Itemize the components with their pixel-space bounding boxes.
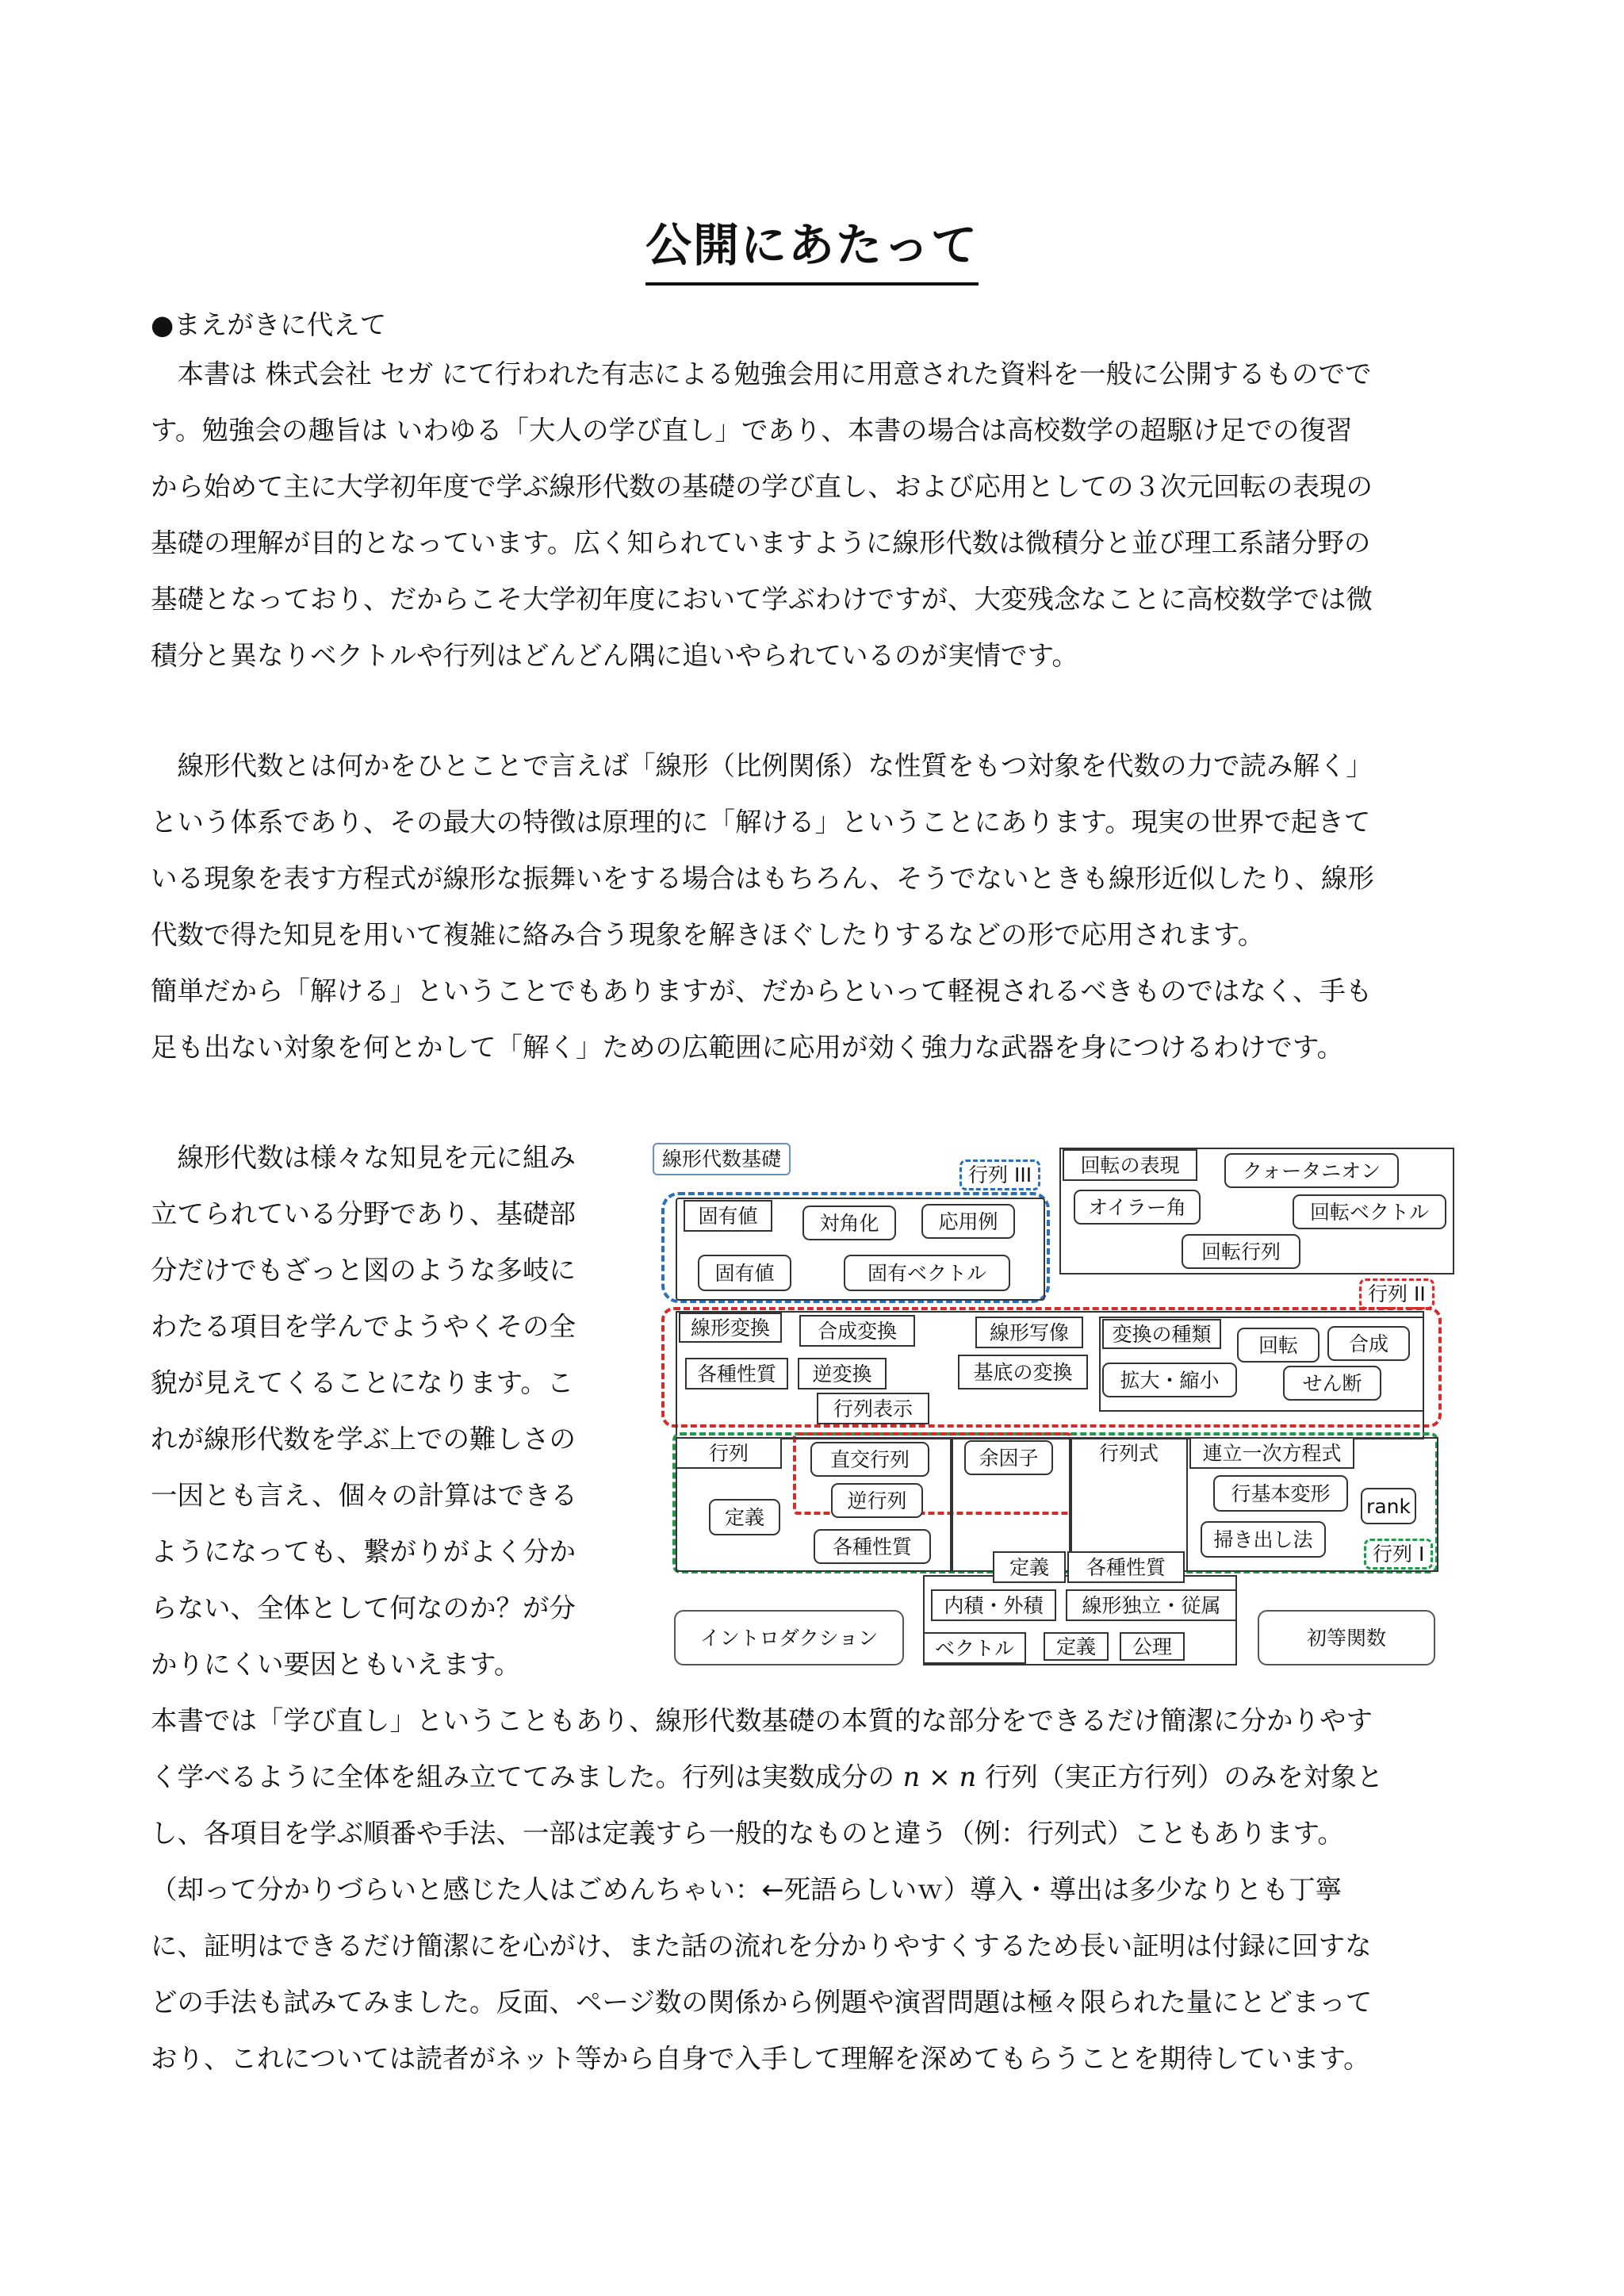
elementary-functions-label: 初等関数 — [1258, 1610, 1435, 1665]
text-line: し、各項目を学ぶ順番や手法、一部は定義すら一般的なものと違う（例：行列式）こともあります。 — [151, 1818, 1344, 1849]
shear-label: せん断 — [1283, 1366, 1381, 1401]
text-line: ようになっても、繋がりがよく分か — [151, 1536, 576, 1567]
text-line: から始めて主に大学初年度で学ぶ線形代数の基礎の学び直し、および応用としての３次元回転の表現の — [151, 471, 1373, 502]
section-heading: ●まえがきに代えて — [151, 309, 387, 340]
inner-outer-product-label: 内積・外積 — [931, 1589, 1056, 1621]
matrix-ii-lower-region — [793, 1432, 1072, 1515]
text-line: いる現象を表す方程式が線形な振舞いをする場合はもちろん、そうでないときも線形近似したり、線形 — [151, 863, 1375, 894]
cofactor-box — [952, 1437, 1071, 1572]
axiom-label: 公理 — [1120, 1632, 1185, 1661]
compose-label: 合成 — [1327, 1326, 1410, 1361]
math-n-by-n: n × n — [902, 1761, 977, 1792]
row-reduction-label: 行基本変形 — [1213, 1475, 1348, 1512]
quaternion-label: クォータニオン — [1224, 1153, 1399, 1188]
text-line: 本書は 株式会社 セガ にて行われた有志による勉強会用に用意された資料を一般に公開するものでで — [151, 358, 1372, 389]
text-line: 基礎の理解が目的となっています。広く知られていますように線形代数は微積分と並び理工系諸分野の — [151, 527, 1371, 558]
text-line: 貌が見えてくることになります。こ — [151, 1367, 574, 1398]
linear-mapping-label: 線形写像 — [975, 1317, 1083, 1348]
vector-properties-label: 各種性質 — [1067, 1551, 1185, 1583]
text-line — [151, 1749, 1483, 1805]
inverse-matrix-label: 逆行列 — [831, 1483, 923, 1518]
matrix-representation-label: 行列表示 — [817, 1393, 929, 1424]
root-label: 線形代数基礎 — [653, 1143, 791, 1175]
matrix-title: 行列 — [676, 1437, 782, 1469]
text-line: 本書では「学び直し」ということもあり、線形代数基礎の本質的な部分をできるだけ簡潔に分かりやす — [151, 1705, 1373, 1736]
text-line: 一因とも言え、個々の計算はできる — [151, 1480, 578, 1511]
introduction-label: イントロダクション — [674, 1610, 904, 1665]
text-line: れが線形代数を学ぶ上での難しさの — [151, 1424, 576, 1455]
text-line: （却って分かりづらいと感じた人はごめんちゃい：←死語らしいｗ）導入・導出は多少なりとも丁寧 — [151, 1874, 1342, 1905]
euler-angle-label: オイラー角 — [1074, 1190, 1201, 1225]
rotation-vector-label: 回転ベクトル — [1293, 1194, 1446, 1229]
scale-label: 拡大・縮小 — [1102, 1363, 1237, 1397]
page-title: 公開にあたって — [0, 208, 1624, 286]
linear-eq-box — [1186, 1437, 1438, 1572]
text-line: わたる項目を学んでようやくその全 — [151, 1311, 576, 1342]
text-line: 代数で得た知見を用いて複雑に絡み合う現象を解きほぐしたりするなどの形で応用されます。 — [151, 919, 1265, 950]
text-line: 足も出ない対象を何とかして「解く」ための広範囲に応用が効く強力な武器を身につけるわけです。 — [151, 1032, 1344, 1063]
eigenvector-label: 固有ベクトル — [844, 1255, 1010, 1291]
composite-transform-label: 合成変換 — [799, 1315, 915, 1347]
matrix-i-region — [672, 1432, 1438, 1573]
text-line: らない、全体として何なのか？が分 — [151, 1593, 576, 1623]
text-line: という体系であり、その最大の特徴は原理的に「解ける」ということにあります。現実の世界で起きて — [151, 807, 1371, 838]
text-line: に、証明はできるだけ簡潔にを心がけ、また話の流れを分かりやすくするため長い証明は付録に回すな — [151, 1930, 1372, 1961]
matrix-iii-region — [661, 1192, 1050, 1303]
rotate-label: 回転 — [1237, 1328, 1320, 1363]
determinant-label: 行列式 — [1099, 1442, 1159, 1465]
diagonalization-label: 対角化 — [802, 1205, 896, 1240]
linear-map-title: 線形変換 — [679, 1313, 782, 1343]
cofactor-label: 余因子 — [964, 1440, 1053, 1475]
application-examples-label: 応用例 — [921, 1204, 1015, 1239]
text-line: 分だけでもざっと図のような多岐に — [151, 1255, 576, 1286]
orthogonal-matrix-label: 直交行列 — [810, 1442, 929, 1477]
text-line: 線形代数とは何かをひとことで言えば「線形（比例関係）な性質をもつ対象を代数の力で読み解く」 — [151, 750, 1373, 781]
vector-definition-label: 定義 — [1044, 1632, 1109, 1661]
matrix-ii-region — [661, 1307, 1442, 1428]
text-line: おり、これについては読者がネット等から自身で入手して理解を深めてもらうことを期待しています。 — [151, 2043, 1370, 2074]
text-fragment: く学べるように全体を組み立ててみました。行列は実数成分の — [151, 1761, 903, 1792]
text-line: 基礎となっており、だからこそ大学初年度において学ぶわけですが、大変残念なことに高校数学では微 — [151, 584, 1373, 615]
matrix-properties-label: 各種性質 — [814, 1529, 931, 1564]
eigen-title: 固有値 — [684, 1200, 772, 1232]
text-line: 立てられている分野であり、基礎部 — [151, 1198, 576, 1229]
text-line: 積分と異なりベクトルや行列はどんどん隅に追いやられているのが実情です。 — [151, 640, 1078, 671]
basis-change-label: 基底の変換 — [958, 1355, 1088, 1389]
linear-map-box — [676, 1311, 1424, 1439]
text-line: 簡単だから「解ける」ということでもありますが、だからといって軽視されるべきものではなく、手も — [151, 976, 1373, 1006]
vector-box — [923, 1575, 1237, 1665]
rank-label: rank — [1361, 1488, 1416, 1524]
text-line: かりにくい要因ともいえます。 — [151, 1649, 521, 1680]
text-line: す。勉強会の趣旨は いわゆる「大人の学び直し」であり、本書の場合は高校数学の超駆け足での復習 — [151, 415, 1353, 446]
linear-independence-label: 線形独立・従属 — [1066, 1589, 1237, 1621]
eigen-box — [676, 1198, 1045, 1301]
matrix-box — [676, 1437, 952, 1572]
transform-kinds-title: 変換の種類 — [1102, 1319, 1221, 1349]
vector-definition-top-label: 定義 — [993, 1551, 1066, 1583]
rotation-matrix-label: 回転行列 — [1182, 1234, 1300, 1269]
text-line: 線形代数は様々な知見を元に組み — [151, 1142, 576, 1173]
rotation-title: 回転の表現 — [1063, 1149, 1197, 1181]
matrix-definition-label: 定義 — [709, 1499, 780, 1535]
determinant-box — [1071, 1437, 1438, 1572]
text-line: どの手法も試みてみました。反面、ページ数の関係から例題や演習問題は極々限られた量にとどまって — [151, 1987, 1373, 2018]
matrix-iii-tag: 行列 III — [959, 1159, 1040, 1190]
rotation-box — [1059, 1148, 1454, 1274]
matrix-i-tag: 行列 I — [1364, 1539, 1433, 1570]
inverse-transform-label: 逆変換 — [798, 1358, 887, 1389]
gaussian-elimination-label: 掃き出し法 — [1201, 1521, 1326, 1558]
eigenvalue-label: 固有値 — [698, 1255, 791, 1291]
linear-eq-title: 連立一次方程式 — [1189, 1437, 1354, 1469]
transform-kinds-box — [1099, 1317, 1424, 1412]
matrix-ii-tag: 行列 II — [1359, 1278, 1434, 1309]
vector-title: ベクトル — [923, 1632, 1026, 1664]
text-fragment: 行列（実正方行列）のみを対象と — [976, 1761, 1384, 1792]
properties-label: 各種性質 — [685, 1358, 788, 1389]
